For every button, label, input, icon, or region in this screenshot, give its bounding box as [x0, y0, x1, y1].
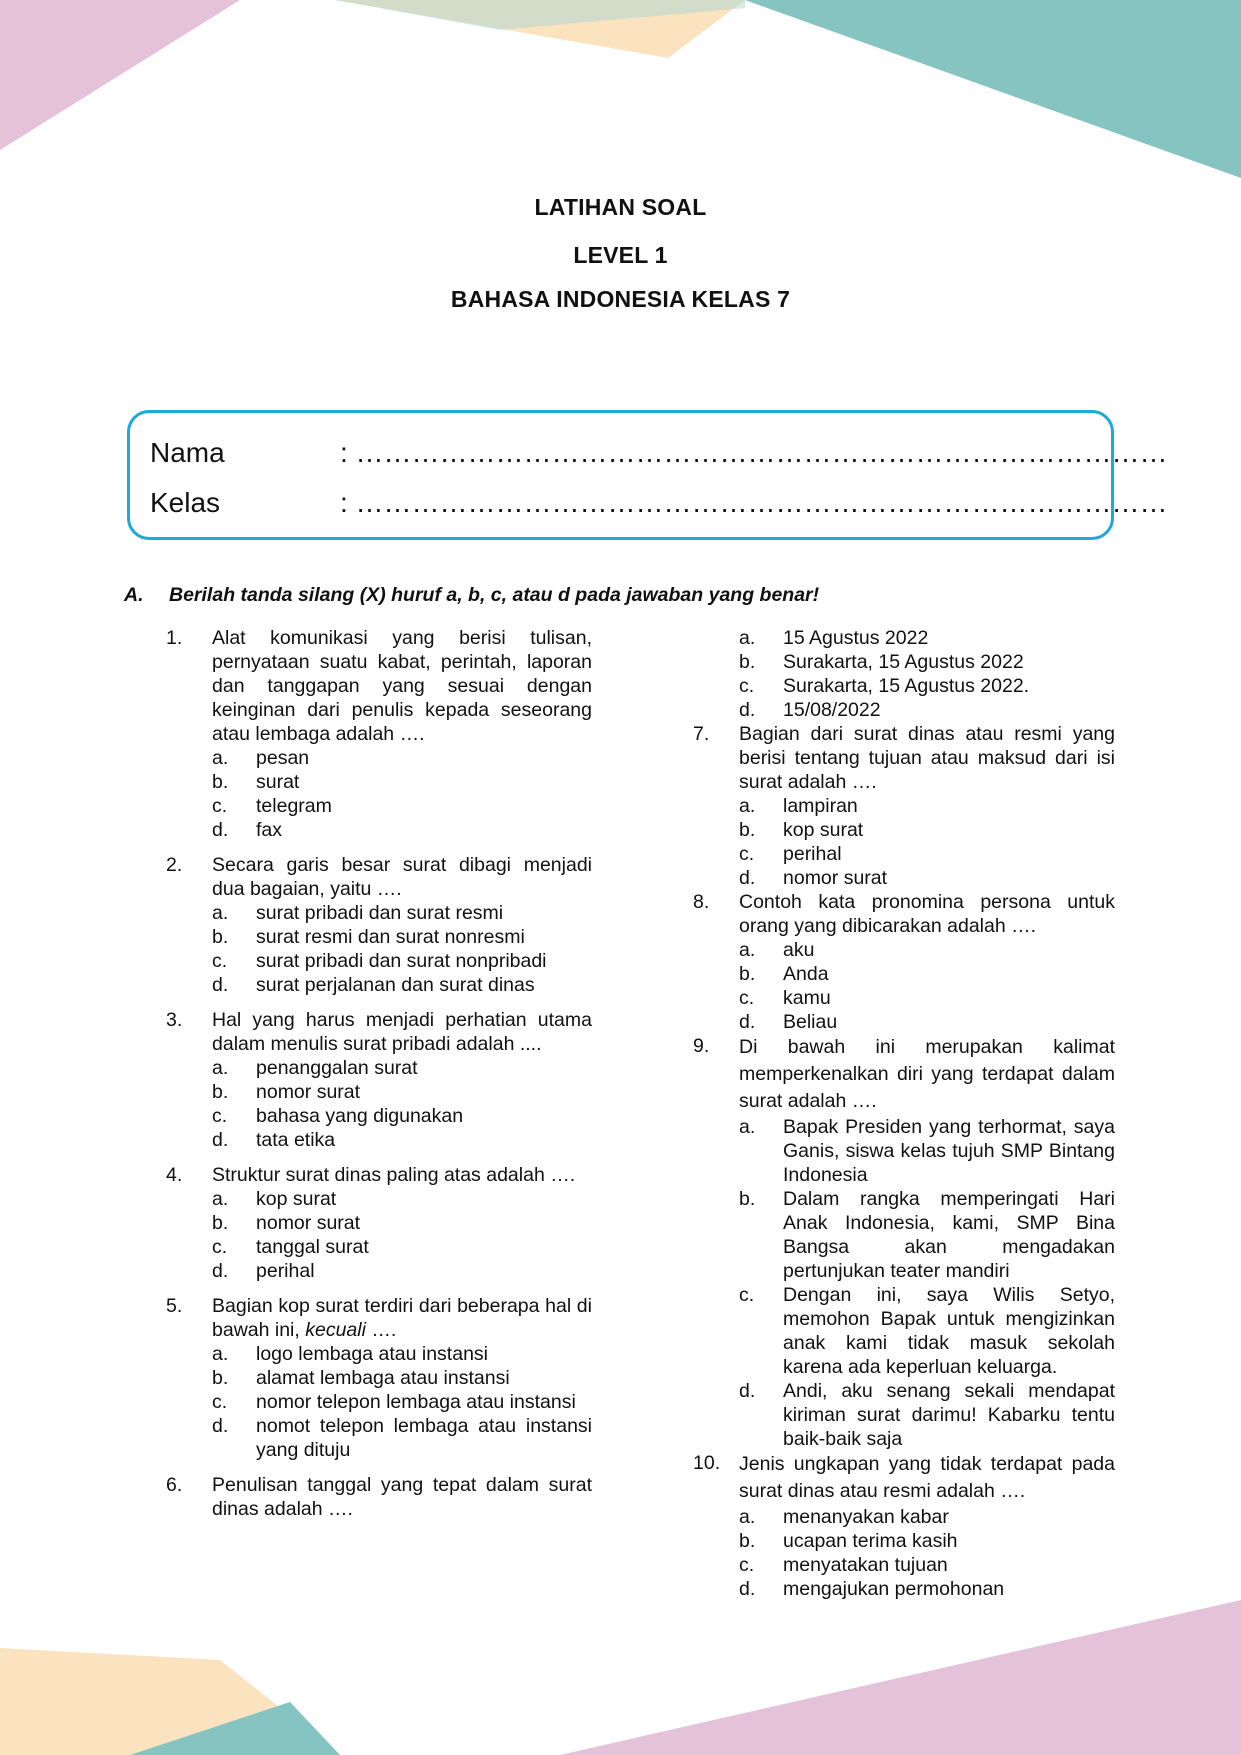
class-field[interactable]: : …………………………………………………………………………… — [340, 487, 1168, 518]
question-item — [166, 1163, 592, 1283]
answer-option[interactable]: a. menanyakan kabar — [739, 1506, 949, 1528]
subject-title: BAHASA INDONESIA KELAS 7 — [450, 286, 791, 312]
question-number: 9. — [693, 1035, 710, 1057]
section-instruction — [124, 584, 819, 607]
question-number: 3. — [166, 1009, 183, 1031]
question-item — [693, 1034, 1115, 1451]
answer-option[interactable]: d. surat perjalanan dan surat dinas — [212, 974, 535, 996]
answer-option[interactable]: a. surat pribadi dan surat resmi — [212, 902, 504, 924]
student-identity-box — [127, 410, 1168, 540]
question-number: 5. — [166, 1295, 183, 1317]
answer-option[interactable]: c. tanggal surat — [212, 1236, 369, 1258]
question-item — [166, 853, 592, 997]
answer-option[interactable]: b. surat resmi dan surat nonresmi — [212, 926, 525, 948]
question-number: 6. — [166, 1474, 183, 1496]
answer-option[interactable]: a. kop surat — [212, 1188, 337, 1210]
question-number: 10. — [693, 1452, 721, 1474]
question-text: Alat komunikasi yang berisi tulisan, pernyataan suatu kabat, perintah, laporan dan tanggapan yang sesuai dengan keinginan dari penulis kepada seseorang atau lembaga adalah …. — [212, 627, 592, 745]
answer-option[interactable]: b. Surakarta, 15 Agustus 2022 — [739, 651, 1024, 673]
answer-option[interactable]: b. nomor surat — [212, 1212, 361, 1234]
answer-option[interactable]: b. surat — [212, 771, 300, 793]
answer-option[interactable]: a. logo lembaga atau instansi — [212, 1343, 488, 1365]
question-item — [693, 890, 1115, 1034]
question-column-right — [693, 626, 1115, 1601]
instruction-text: Berilah tanda silang (X) huruf a, b, c, atau d pada jawaban yang benar! — [169, 584, 820, 606]
question-text: Bagian kop surat terdiri dari beberapa hal di bawah ini, kecuali …. — [212, 1295, 592, 1341]
question-number: 4. — [166, 1164, 183, 1186]
answer-option[interactable]: a. 15 Agustus 2022 — [739, 627, 929, 649]
answer-option[interactable]: a. aku — [739, 939, 815, 961]
question-number: 7. — [693, 723, 710, 745]
answer-option[interactable]: b. ucapan terima kasih — [739, 1530, 958, 1552]
answer-option[interactable]: d. nomot telepon lembaga atau instansi yang dituju — [212, 1415, 592, 1461]
answer-option[interactable]: a. Bapak Presiden yang terhormat, saya Ganis, siswa kelas tujuh SMP Bintang Indonesia — [739, 1116, 1115, 1186]
question-6-options — [739, 626, 1115, 722]
answer-option[interactable]: c. kamu — [739, 987, 831, 1009]
emphasis-word: kecuali — [305, 1319, 366, 1341]
question-item — [166, 1008, 592, 1152]
page-title: LATIHAN SOAL — [534, 194, 707, 220]
question-text: Di bawah ini merupakan kalimat memperkenalkan diri yang terdapat dalam surat adalah …. — [739, 1036, 1115, 1112]
answer-option[interactable]: b. alamat lembaga atau instansi — [212, 1367, 510, 1389]
answer-option[interactable]: c. telegram — [212, 795, 332, 817]
answer-option[interactable]: c. nomor telepon lembaga atau instansi — [212, 1391, 576, 1413]
answer-option[interactable]: a. pesan — [212, 747, 310, 769]
section-letter: A. — [124, 584, 144, 606]
answer-option[interactable]: d. nomor surat — [739, 867, 888, 889]
question-item — [166, 1294, 592, 1462]
question-text: Struktur surat dinas paling atas adalah …. — [212, 1164, 576, 1186]
answer-option[interactable]: c. Surakarta, 15 Agustus 2022. — [739, 675, 1030, 697]
answer-option[interactable]: d. perihal — [212, 1260, 315, 1282]
answer-option[interactable]: c. menyatakan tujuan — [739, 1554, 948, 1576]
question-number: 2. — [166, 854, 183, 876]
question-text: Secara garis besar surat dibagi menjadi dua bagaian, yaitu …. — [212, 854, 592, 900]
question-text: Hal yang harus menjadi perhatian utama dalam menulis surat pribadi adalah .... — [212, 1009, 592, 1055]
answer-option[interactable]: d. fax — [212, 819, 283, 841]
answer-option[interactable]: b. Dalam rangka memperingati Hari Anak Indonesia, kami, SMP Bina Bangsa akan mengadakan pertunjukan teater mandiri — [739, 1188, 1115, 1282]
answer-option[interactable]: d. Beliau — [739, 1011, 838, 1033]
question-item — [166, 1473, 592, 1521]
question-text: Jenis ungkapan yang tidak terdapat pada surat dinas atau resmi adalah …. — [739, 1453, 1115, 1502]
answer-option[interactable]: c. Dengan ini, saya Wilis Setyo, memohon Bapak untuk mengizinkan anak kami tidak masuk sekolah karena ada keperluan keluarga. — [739, 1284, 1115, 1378]
level-title: LEVEL 1 — [573, 242, 668, 268]
question-item — [166, 626, 592, 842]
top-left-pink-shape — [0, 0, 240, 150]
question-item — [693, 722, 1115, 890]
answer-option[interactable]: c. surat pribadi dan surat nonpribadi — [212, 950, 547, 972]
question-text: Bagian dari surat dinas atau resmi yang berisi tentang tujuan atau maksud dari isi surat adalah …. — [739, 723, 1115, 793]
answer-option[interactable]: c. perihal — [739, 843, 842, 865]
answer-option[interactable]: a. lampiran — [739, 795, 858, 817]
question-text: Penulisan tanggal yang tepat dalam surat dinas adalah …. — [212, 1474, 592, 1520]
top-right-teal-shape — [745, 0, 1241, 178]
bottom-right-pink-shape — [560, 1600, 1241, 1755]
answer-option[interactable]: d. mengajukan permohonan — [739, 1578, 1005, 1600]
question-number: 8. — [693, 891, 710, 913]
answer-option[interactable]: d. Andi, aku senang sekali mendapat kiriman surat darimu! Kabarku tentu baik-baik saja — [739, 1380, 1115, 1450]
name-field[interactable]: : …………………………………………………………………………… — [340, 437, 1168, 468]
question-number: 1. — [166, 627, 183, 649]
class-label: Kelas — [150, 487, 221, 518]
answer-option[interactable]: c. bahasa yang digunakan — [212, 1105, 464, 1127]
answer-option[interactable]: d. tata etika — [212, 1129, 336, 1151]
answer-option[interactable]: b. Anda — [739, 963, 829, 985]
question-item — [693, 1451, 1115, 1601]
name-label: Nama — [150, 437, 225, 468]
answer-option[interactable]: a. penanggalan surat — [212, 1057, 418, 1079]
question-column-left — [166, 626, 592, 1521]
answer-option[interactable]: d. 15/08/2022 — [739, 699, 881, 721]
question-text: Contoh kata pronomina persona untuk orang yang dibicarakan adalah …. — [739, 891, 1115, 937]
answer-option[interactable]: b. kop surat — [739, 819, 864, 841]
answer-option[interactable]: b. nomor surat — [212, 1081, 361, 1103]
